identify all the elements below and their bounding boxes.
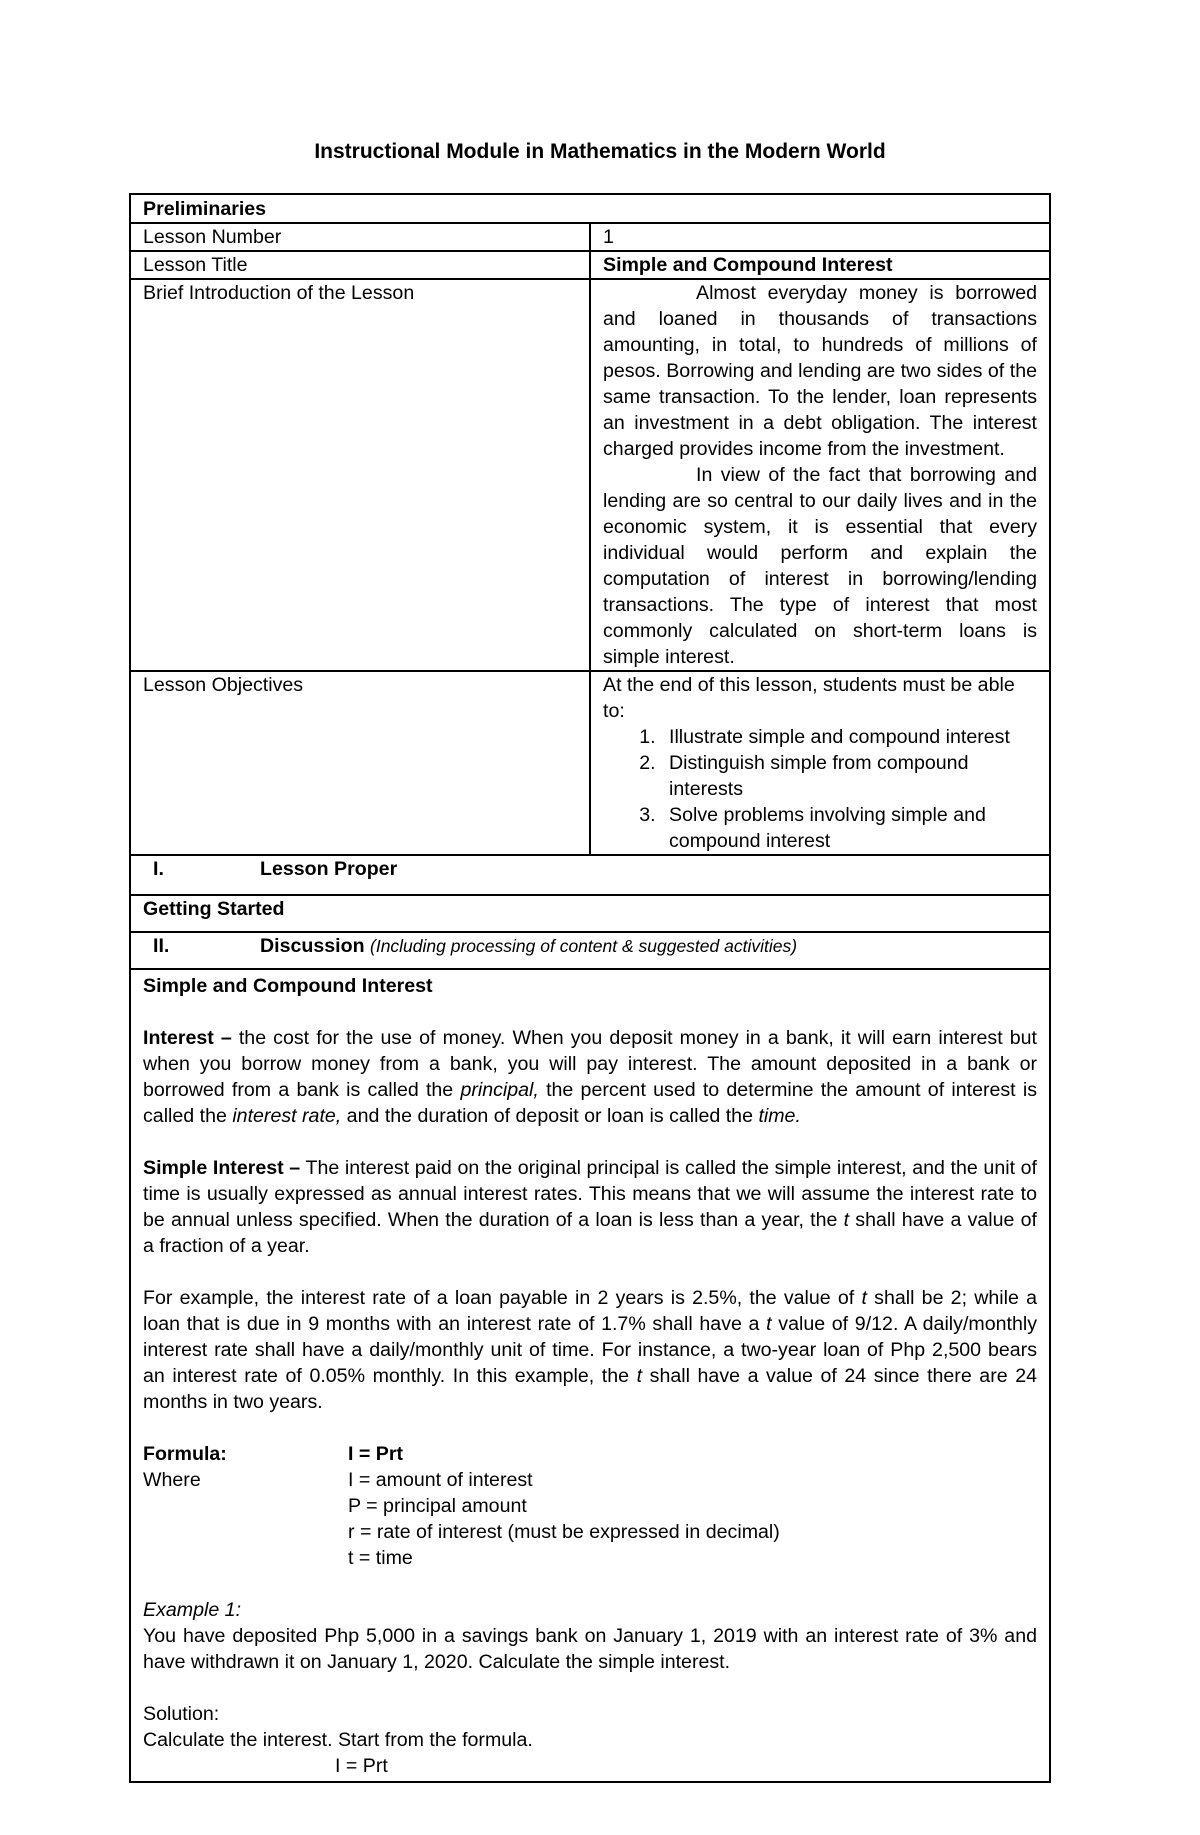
- variable-t: t: [861, 1287, 867, 1309]
- solution-formula: I = Prt: [335, 1755, 388, 1777]
- lesson-module-table: [129, 193, 1051, 1783]
- example-text: value of 9/12. A daily/monthly interest rate shall have a daily/monthly unit of time. For instance, a two-year loan of Php 2,500 bears an interest rate of 0.05% monthly. In this example, the: [143, 1313, 1037, 1387]
- objectives-intro: At the end of this lesson, students must be able to:: [603, 674, 1015, 722]
- page-title: Instructional Module in Mathematics in the Modern World: [314, 140, 886, 163]
- formula-label: Formula:: [143, 1443, 227, 1465]
- discussion-row: [130, 932, 1050, 969]
- where-item: P = principal amount: [348, 1495, 527, 1517]
- simple-interest-text: The interest paid on the original principal is called the simple interest, and the unit of time is usually expressed as annual interest rates. This means that we will assume the interest rate to be annual unless specified. When the duration of a loan is less than a year, the: [143, 1157, 1038, 1231]
- where-item: r = rate of interest (must be expressed in decimal): [348, 1521, 780, 1543]
- lesson-proper-numeral: I.: [153, 858, 164, 880]
- example-text: For example, the interest rate of a loan payable in 2 years is 2.5%, the value of: [143, 1287, 862, 1309]
- example-paragraph: [143, 1285, 1037, 1415]
- content-row: [130, 969, 1050, 1782]
- content-heading: Simple and Compound Interest: [143, 975, 433, 997]
- simple-interest-text: shall have a value of a fraction of a year.: [143, 1209, 1037, 1257]
- lesson-title-row: [130, 251, 1050, 279]
- objective-item: 3. Solve problems involving simple and compound interest: [661, 802, 1037, 854]
- objective-item: 1. Illustrate simple and compound interest: [661, 724, 1037, 750]
- getting-started-heading: Getting Started: [130, 895, 1050, 932]
- intro-paragraph-2: In view of the fact that borrowing and lending are so central to our daily lives and in the economic system, it is essential that every individual would perform and explain the computation of interest in borrowing/lending transactions. The type of interest that most commonly calculated on short-term loans is simple interest.: [603, 464, 1037, 668]
- lesson-proper-row: [130, 855, 1050, 895]
- example-text: shall have a value of 24 since there are 24 months in two years.: [143, 1365, 1037, 1413]
- lesson-number-label: Lesson Number: [130, 223, 590, 251]
- solution-step: Calculate the interest. Start from the formula.: [143, 1729, 533, 1751]
- preliminaries-row: [130, 194, 1050, 223]
- lesson-number-row: [130, 223, 1050, 251]
- term-principal: principal,: [460, 1079, 539, 1101]
- formula: I = Prt: [348, 1443, 403, 1465]
- interest-text: and the duration of deposit or loan is called the: [341, 1105, 759, 1127]
- example-text: shall be 2; while a loan that is due in 9 months with an interest rate of 1.7% shall have a: [143, 1287, 1037, 1335]
- interest-definition: [143, 1025, 1037, 1129]
- intro-paragraph-1: Almost everyday money is borrowed and loaned in thousands of transactions amounting, in total, to hundreds of millions of pesos. Borrowing and lending are two sides of the same transaction. To the lender, loan represents an investment in a debt obligation. The interest charged provides income from the investment.: [603, 282, 1037, 460]
- term-interest-rate: interest rate,: [232, 1105, 342, 1127]
- lesson-title-label: Lesson Title: [130, 251, 590, 279]
- interest-term: Interest –: [143, 1027, 232, 1049]
- objectives-cell: [590, 671, 1050, 855]
- interest-text: the percent used to determine the amount of interest is called the: [143, 1079, 1038, 1127]
- objectives-row: [130, 671, 1050, 855]
- variable-t: t: [636, 1365, 643, 1387]
- where-item: t = time: [348, 1547, 413, 1569]
- getting-started-row: [130, 895, 1050, 932]
- lesson-proper-label: Lesson Proper: [260, 858, 398, 880]
- lesson-title-value: Simple and Compound Interest: [590, 251, 1050, 279]
- where-row: [143, 1467, 1037, 1493]
- variable-t: t: [843, 1209, 850, 1231]
- lesson-number-value: 1: [590, 223, 1050, 251]
- objective-item: 2. Distinguish simple from compound interests: [661, 750, 1037, 802]
- discussion-numeral: II.: [153, 935, 170, 957]
- variable-t: t: [766, 1313, 772, 1335]
- solution-label: Solution:: [143, 1703, 220, 1725]
- discussion-heading: [130, 932, 1050, 969]
- simple-interest-term: Simple Interest –: [143, 1157, 301, 1179]
- lesson-proper-heading: [130, 855, 1050, 895]
- interest-text: the cost for the use of money. When you deposit money in a bank, it will earn interest but when you borrow money from a bank, you will pay interest. The amount deposited in a bank or borrowed from a bank is called the: [143, 1027, 1037, 1101]
- term-time: time.: [758, 1105, 801, 1127]
- preliminaries-heading: Preliminaries: [130, 194, 1050, 223]
- where-label: Where: [143, 1469, 201, 1491]
- objectives-label: Lesson Objectives: [130, 671, 590, 855]
- content-cell: [130, 969, 1050, 1782]
- objectives-list: [603, 724, 1037, 854]
- intro-text: [590, 279, 1050, 671]
- example1-text: You have deposited Php 5,000 in a savings bank on January 1, 2019 with an interest rate of 3% and have withdrawn it on January 1, 2020. Calculate the simple interest.: [143, 1625, 1037, 1673]
- intro-row: [130, 279, 1050, 671]
- discussion-label: Discussion: [260, 935, 365, 957]
- example1-label: Example 1:: [143, 1599, 242, 1621]
- simple-interest-definition: [143, 1155, 1037, 1259]
- where-item: I = amount of interest: [348, 1469, 533, 1491]
- intro-label: Brief Introduction of the Lesson: [130, 279, 590, 671]
- formula-row: [143, 1441, 1037, 1467]
- discussion-note: (Including processing of content & suggested activities): [370, 936, 798, 956]
